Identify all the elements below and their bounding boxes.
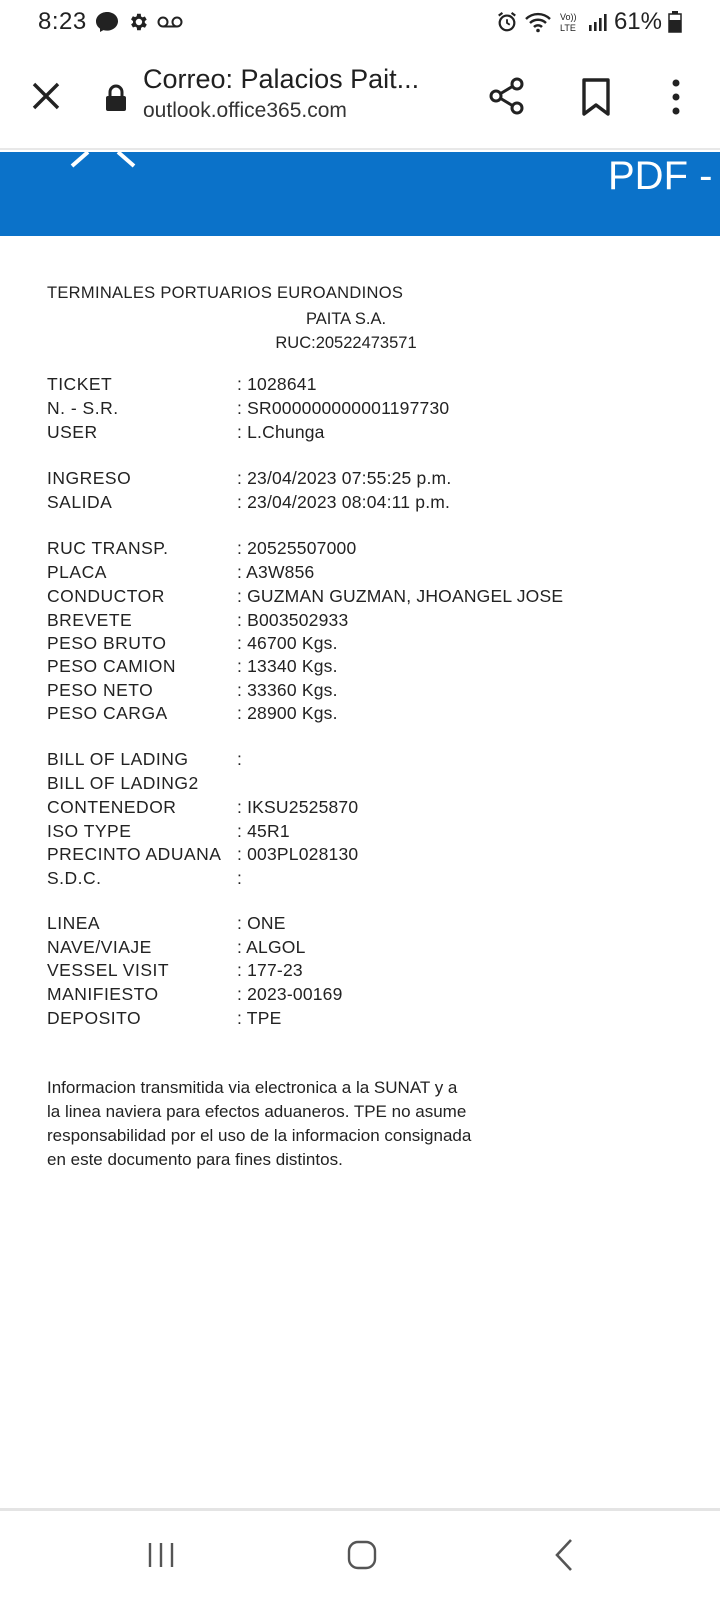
field-label: MANIFIESTO [47, 984, 159, 1004]
field-value: : 45R1 [237, 821, 290, 841]
field-row [47, 610, 348, 632]
disclaimer-line: en este documento para fines distintos. [47, 1150, 343, 1169]
field-value: : 2023-00169 [237, 984, 343, 1004]
field-value: : ALGOL [237, 937, 306, 957]
more-options-icon[interactable] [664, 76, 688, 118]
field-row [47, 1008, 281, 1030]
field-label: PESO CARGA [47, 703, 168, 723]
battery-icon [668, 11, 682, 33]
field-value: : 28900 Kgs. [237, 703, 338, 723]
page-url: outlook.office365.com [143, 99, 347, 122]
status-bar [0, 0, 720, 44]
field-label: ISO TYPE [47, 821, 132, 841]
pdf-title: PDF - [608, 154, 713, 198]
field-value: : 23/04/2023 08:04:11 p.m. [237, 492, 451, 512]
field-row [47, 984, 343, 1006]
signal-icon [588, 12, 608, 32]
field-value: : IKSU2525870 [237, 797, 359, 817]
field-value: : GUZMAN GUZMAN, JHOANGEL JOSE [237, 586, 564, 606]
field-label: N. - S.R. [47, 398, 119, 418]
field-value: : [237, 749, 243, 769]
field-row [47, 492, 450, 514]
browser-toolbar [0, 44, 720, 150]
field-value: : TPE [237, 1008, 282, 1028]
field-value: : 20525507000 [237, 538, 357, 558]
company-ruc: RUC:20522473571 [275, 334, 417, 352]
field-label: BILL OF LADING2 [47, 773, 199, 793]
volte-icon [558, 11, 582, 33]
field-row [47, 797, 358, 819]
field-value: : 23/04/2023 07:55:25 p.m. [237, 468, 452, 488]
svg-text:LTE: LTE [559, 23, 576, 33]
field-label: RUC TRANSP. [47, 538, 169, 558]
field-label: SALIDA [47, 492, 113, 512]
field-label: BREVETE [47, 610, 133, 630]
field-row [47, 422, 325, 444]
field-row [47, 913, 286, 935]
field-value: : L.Chunga [237, 422, 325, 442]
field-row [47, 468, 451, 490]
field-value: : B003502933 [237, 610, 349, 630]
field-label: DEPOSITO [47, 1008, 142, 1028]
field-label: BILL OF LADING [47, 749, 189, 769]
field-label: PESO NETO [47, 680, 154, 700]
bookmark-icon[interactable] [578, 76, 614, 118]
share-icon[interactable] [487, 76, 527, 116]
field-value: : [237, 868, 243, 888]
field-row [47, 562, 314, 584]
field-value: : 46700 Kgs. [237, 633, 338, 653]
field-row [47, 773, 237, 795]
field-row [47, 703, 338, 725]
wifi-icon [524, 11, 552, 33]
field-label: PESO CAMION [47, 656, 176, 676]
field-value: : SR000000000001197730 [237, 398, 450, 418]
field-label: TICKET [47, 374, 113, 394]
company-name-line1: TERMINALES PORTUARIOS EUROANDINOS [47, 284, 404, 302]
field-label: PESO BRUTO [47, 633, 167, 653]
status-time: 8:23 [38, 8, 87, 35]
recents-icon[interactable] [146, 1539, 176, 1571]
disclaimer-line: responsabilidad por el uso de la informacion consignada [47, 1126, 472, 1145]
field-value: : 33360 Kgs. [237, 680, 338, 700]
home-icon[interactable] [346, 1539, 378, 1571]
company-name-line2: PAITA S.A. [305, 310, 387, 328]
disclaimer-line: la linea naviera para efectos aduaneros. TPE no asume [47, 1102, 467, 1121]
pdf-viewer-header [0, 152, 720, 236]
field-row [47, 868, 242, 890]
disclaimer-line: Informacion transmitida via electronica a la SUNAT y a [47, 1078, 458, 1097]
field-row [47, 844, 358, 866]
svg-text:Vo)): Vo)) [559, 12, 577, 22]
field-label: S.D.C. [47, 868, 102, 888]
messenger-icon [95, 11, 119, 33]
field-label: USER [47, 422, 98, 442]
field-label: NAVE/VIAJE [47, 937, 152, 957]
system-nav-bar [0, 1508, 720, 1600]
field-value: : 003PL028130 [237, 844, 359, 864]
field-label: INGRESO [47, 468, 132, 488]
field-label: VESSEL VISIT [47, 960, 170, 980]
lock-icon [104, 84, 128, 112]
field-row [47, 680, 338, 702]
field-row [47, 398, 449, 420]
field-row [47, 538, 356, 560]
battery-percent: 61% [613, 8, 662, 35]
back-icon[interactable] [552, 1537, 576, 1573]
collapse-chevron-icon[interactable] [68, 152, 138, 172]
field-value: : 1028641 [237, 374, 317, 394]
field-label: CONDUCTOR [47, 586, 165, 606]
field-row [47, 937, 306, 959]
field-row [47, 374, 317, 396]
field-label: PLACA [47, 562, 107, 582]
field-value: : A3W856 [237, 562, 315, 582]
field-label: CONTENEDOR [47, 797, 177, 817]
page-title: Correo: Palacios Pait... [143, 64, 420, 94]
field-value: : 177-23 [237, 960, 303, 980]
field-value: : 13340 Kgs. [237, 656, 338, 676]
gear-icon [127, 11, 149, 33]
field-row [47, 656, 338, 678]
disclaimer [47, 1076, 567, 1172]
field-label: LINEA [47, 913, 101, 933]
field-row [47, 586, 563, 608]
voicemail-icon [157, 15, 183, 29]
alarm-icon [496, 11, 518, 33]
page-title-block[interactable] [143, 64, 453, 123]
close-icon[interactable] [28, 78, 64, 114]
field-row [47, 821, 290, 843]
field-row [47, 749, 242, 771]
field-label: PRECINTO ADUANA [47, 844, 222, 864]
field-row [47, 960, 303, 982]
field-row [47, 633, 338, 655]
field-value: : ONE [237, 913, 286, 933]
